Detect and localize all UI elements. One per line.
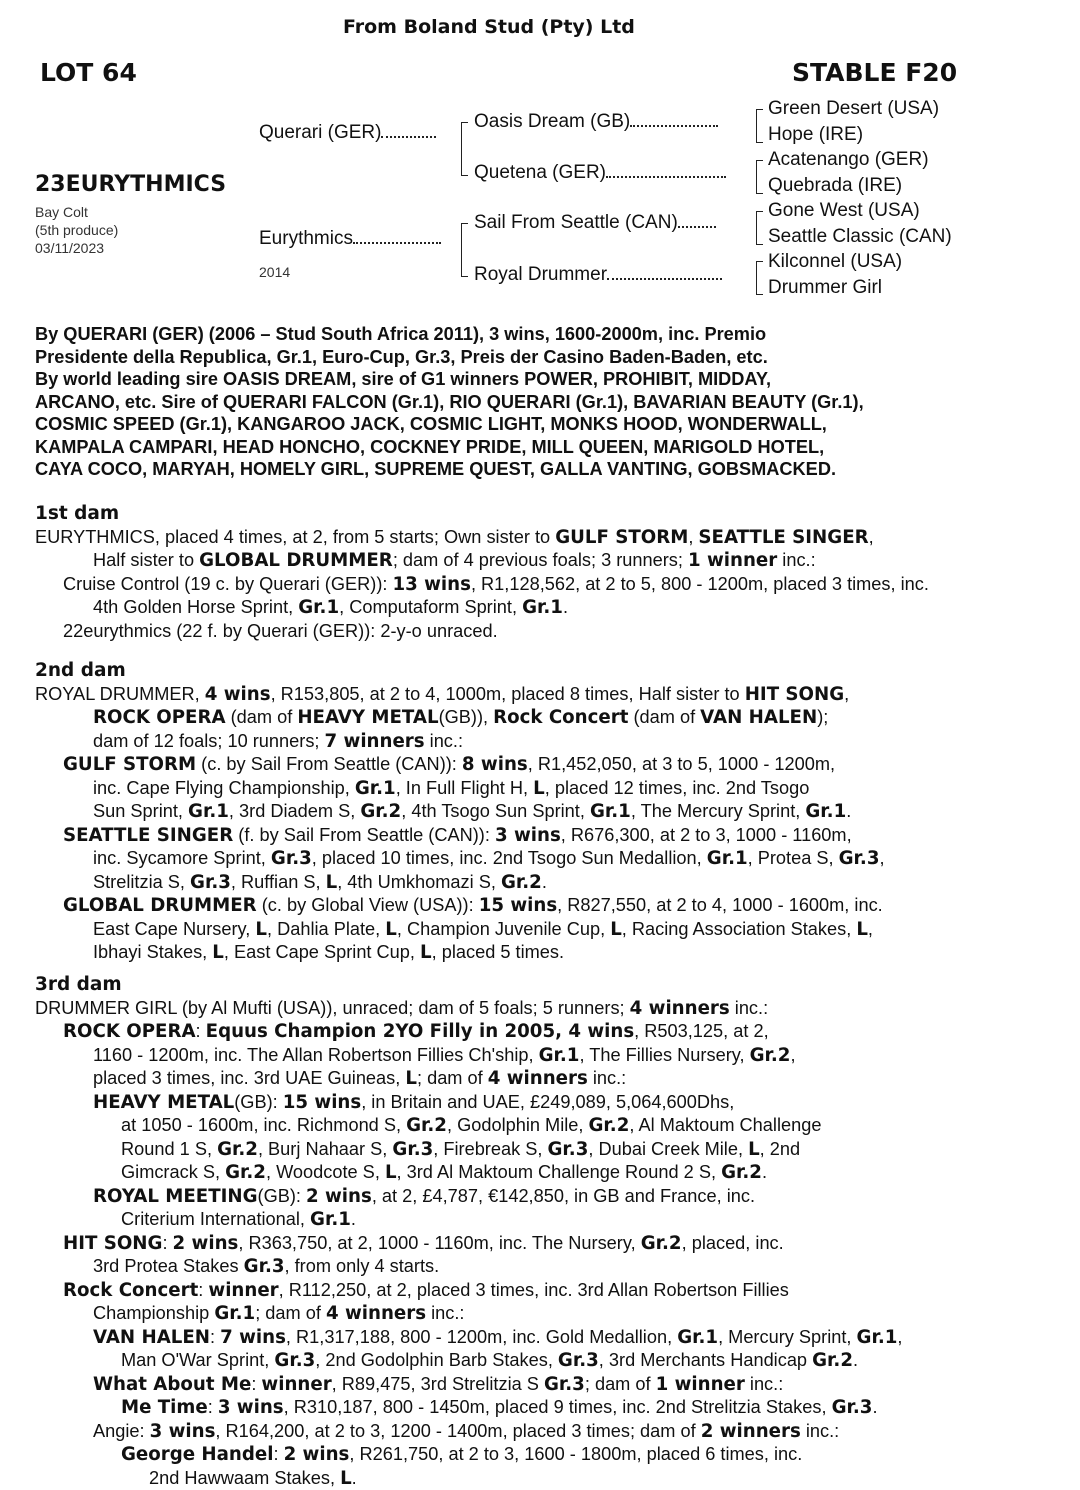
ped-dam-dam: Royal Drummer xyxy=(474,264,722,286)
bold-text: Gr.1 xyxy=(677,1327,718,1348)
horse-dob: 03/11/2023 xyxy=(35,240,104,256)
text: . xyxy=(762,1162,767,1182)
text: inc.: xyxy=(588,1068,626,1088)
text: inc. Sycamore Sprint, xyxy=(93,848,271,868)
text: , Ruffian S, xyxy=(231,872,326,892)
text: , R164,200, at 2 to 3, 1200 - 1400m, placed 3 times; dam of xyxy=(215,1421,700,1441)
text: , R676,300, at 2 to 3, 1000 - 1160m, xyxy=(561,825,852,845)
horse-produce: (5th produce) xyxy=(35,222,118,238)
bracket-ds xyxy=(756,211,763,245)
text: , R153,805, at 2 to 4, 1000m, placed 8 times, Half sister to xyxy=(271,684,745,704)
bold-text: Gr.1 xyxy=(522,597,563,618)
text: Strelitzia S, xyxy=(93,872,190,892)
text: , placed 5 times. xyxy=(432,942,564,962)
sire-description xyxy=(35,323,1065,481)
text: ; dam of xyxy=(417,1068,488,1088)
bold-text: 15 wins xyxy=(479,895,557,916)
bold-text: Gr.1 xyxy=(298,597,339,618)
text: , Computaform Sprint, xyxy=(339,597,522,617)
text: , xyxy=(869,527,874,547)
sire-line: CAYA COCO, MARYAH, HOMELY GIRL, SUPREME QUEST, GALLA VANTING, GOBSMACKED. xyxy=(35,458,1065,481)
consignor: From Boland Stud (Pty) Ltd xyxy=(343,16,635,38)
text: : xyxy=(273,1444,283,1464)
text: , 3rd Al Maktoum Challenge Round 2 S, xyxy=(397,1162,722,1182)
text: ); xyxy=(817,707,828,727)
pedigree-line xyxy=(35,1302,1075,1326)
pedigree-line xyxy=(35,847,1075,871)
pedigree-line xyxy=(35,683,1075,707)
bold-text: HIT SONG xyxy=(63,1233,162,1254)
bold-text: Gr.3 xyxy=(392,1139,433,1160)
third-dam-section xyxy=(35,974,1075,1490)
bold-text: 4 winners xyxy=(326,1303,426,1324)
text: ; dam of 4 previous foals; 3 runners; xyxy=(393,550,688,570)
text: East Cape Nursery, xyxy=(93,919,255,939)
pedigree-line xyxy=(35,1467,1075,1490)
text: . xyxy=(351,1209,356,1229)
text: inc.: xyxy=(730,998,768,1018)
bold-text: Gr.3 xyxy=(558,1350,599,1371)
text: , Godolphin Mile, xyxy=(447,1115,589,1135)
bold-text: Gr.3 xyxy=(544,1374,585,1395)
text: , R1,452,050, at 3 to 5, 1000 - 1200m, xyxy=(528,754,835,774)
text: . xyxy=(352,1468,357,1488)
bold-text: L xyxy=(385,919,397,940)
bold-text: Gr.1 xyxy=(805,801,846,822)
pedigree-line xyxy=(35,753,1075,777)
text: , R261,750, at 2 to 3, 1600 - 1800m, placed 6 times, inc. xyxy=(349,1444,802,1464)
bold-text: Gr.3 xyxy=(832,1397,873,1418)
text: (dam of xyxy=(628,707,700,727)
bracket-sd xyxy=(756,160,763,194)
text: inc.: xyxy=(426,1303,464,1323)
bracket-sire xyxy=(461,122,468,176)
bold-text: VAN HALEN xyxy=(93,1327,210,1348)
text: 4th Golden Horse Sprint, xyxy=(93,597,298,617)
bold-text: HEAVY METAL xyxy=(93,1092,234,1113)
text: , R112,250, at 2, placed 3 times, inc. 3rd Allan Robertson Fillies xyxy=(279,1280,789,1300)
bold-text: 8 wins xyxy=(462,754,528,775)
bold-text: L xyxy=(405,1068,417,1089)
bold-text: Gr.3 xyxy=(190,872,231,893)
text: , R1,317,188, 800 - 1200m, inc. Gold Medallion, xyxy=(286,1327,677,1347)
bold-text: ROCK OPERA xyxy=(63,1021,196,1042)
pedigree-line xyxy=(35,549,1075,573)
text: , placed, inc. xyxy=(682,1233,784,1253)
bold-text: HIT SONG xyxy=(745,684,844,705)
sire-line: ARCANO, etc. Sire of QUERARI FALCON (Gr.1), RIO QUERARI (Gr.1), BAVARIAN BEAUTY (Gr.1), xyxy=(35,391,1065,414)
text: , 4th Umkhomazi S, xyxy=(337,872,501,892)
text: , The Fillies Nursery, xyxy=(579,1045,749,1065)
bold-text: Gr.1 xyxy=(857,1327,898,1348)
ped-dam-year: 2014 xyxy=(259,264,290,280)
ped-sdd: Quebrada (IRE) xyxy=(768,175,902,197)
text: Man O'War Sprint, xyxy=(121,1350,274,1370)
text: ROYAL DRUMMER, xyxy=(35,684,205,704)
text: inc.: xyxy=(745,1374,783,1394)
text: . xyxy=(846,801,851,821)
text: , Protea S, xyxy=(748,848,839,868)
first-dam-section xyxy=(35,503,1075,642)
text: : xyxy=(210,1327,220,1347)
text: (c. by Global View (USA)): xyxy=(257,895,479,915)
bold-text: Gr.1 xyxy=(355,778,396,799)
text: , 4th Tsogo Sun Sprint, xyxy=(401,801,590,821)
bold-text: L xyxy=(856,919,868,940)
ped-dss: Gone West (USA) xyxy=(768,200,920,222)
lot-number: LOT 64 xyxy=(40,58,137,87)
pedigree-line xyxy=(35,871,1075,895)
bold-text: 1 winner xyxy=(688,550,777,571)
text: (GB): xyxy=(234,1092,283,1112)
text: , xyxy=(844,684,849,704)
ped-ddd: Drummer Girl xyxy=(768,277,882,299)
text: , placed 12 times, inc. 2nd Tsogo xyxy=(545,778,810,798)
text: , xyxy=(688,527,698,547)
pedigree-line xyxy=(35,777,1075,801)
text: 3rd Protea Stakes xyxy=(93,1256,244,1276)
bold-text: SEATTLE SINGER xyxy=(698,527,868,548)
text: 22eurythmics (22 f. by Querari (GER)): 2-y-o unraced. xyxy=(63,621,498,641)
stable-number: STABLE F20 xyxy=(792,58,957,87)
bold-text: VAN HALEN xyxy=(700,707,817,728)
pedigree-line xyxy=(35,706,1075,730)
bold-text: Gr.2 xyxy=(750,1045,791,1066)
ped-dsd: Seattle Classic (CAN) xyxy=(768,226,952,248)
pedigree-line xyxy=(35,941,1075,965)
sire-line: By world leading sire OASIS DREAM, sire of G1 winners POWER, PROHIBIT, MIDDAY, xyxy=(35,368,1065,391)
text: , 2nd xyxy=(760,1139,800,1159)
pedigree-line xyxy=(35,894,1075,918)
text: ; dam of xyxy=(255,1303,326,1323)
ped-dds: Kilconnel (USA) xyxy=(768,251,902,273)
text: Cruise Control (19 c. by Querari (GER)): xyxy=(63,574,392,594)
bold-text: Gr.1 xyxy=(707,848,748,869)
ped-sire-sire: Oasis Dream (GB) xyxy=(474,111,718,133)
pedigree-line xyxy=(35,1161,1075,1185)
text: inc.: xyxy=(777,550,815,570)
bold-text: Gr.2 xyxy=(225,1162,266,1183)
sire-line: COSMIC SPEED (Gr.1), KANGAROO JACK, COSMIC LIGHT, MONKS HOOD, WONDERWALL, xyxy=(35,413,1065,436)
bold-text: ROCK OPERA xyxy=(93,707,226,728)
bold-text: 7 wins xyxy=(220,1327,286,1348)
bold-text: Gr.3 xyxy=(547,1139,588,1160)
text: Half sister to xyxy=(93,550,199,570)
bold-text: Gr.2 xyxy=(217,1139,258,1160)
bracket-dd xyxy=(756,261,763,295)
text: , Champion Juvenile Cup, xyxy=(397,919,610,939)
second-dam-heading: 2nd dam xyxy=(35,660,1075,683)
ped-ssd: Hope (IRE) xyxy=(768,124,863,146)
text: DRUMMER GIRL (by Al Mufti (USA)), unraced; dam of 5 foals; 5 runners; xyxy=(35,998,630,1018)
pedigree-line xyxy=(35,1396,1075,1420)
pedigree-line xyxy=(35,526,1075,550)
text: (f. by Sail From Seattle (CAN)): xyxy=(233,825,495,845)
bold-text: Gr.2 xyxy=(641,1233,682,1254)
bold-text: Gr.1 xyxy=(590,801,631,822)
text: , Firebreak S, xyxy=(433,1139,547,1159)
bold-text: Gr.2 xyxy=(721,1162,762,1183)
bold-text: GLOBAL DRUMMER xyxy=(63,895,257,916)
text: (GB)), xyxy=(439,707,494,727)
horse-color-sex: Bay Colt xyxy=(35,204,88,220)
sire-line: By QUERARI (GER) (2006 – Stud South Africa 2011), 3 wins, 1600-2000m, inc. Premio xyxy=(35,323,1065,346)
text: Round 1 S, xyxy=(121,1139,217,1159)
text: , R310,187, 800 - 1450m, placed 9 times, inc. 2nd Strelitzia Stakes, xyxy=(284,1397,832,1417)
text: , at 2, £4,787, €142,850, in GB and France, inc. xyxy=(372,1186,755,1206)
pedigree-line xyxy=(35,1185,1075,1209)
text: , 3rd Diadem S, xyxy=(229,801,360,821)
bold-text: L xyxy=(610,919,622,940)
text: dam of 12 foals; 10 runners; xyxy=(93,731,325,751)
third-dam-heading: 3rd dam xyxy=(35,974,1075,997)
bold-text: 2 wins xyxy=(284,1444,350,1465)
text: , placed 10 times, inc. 2nd Tsogo Sun Medallion, xyxy=(312,848,707,868)
text: , xyxy=(868,919,873,939)
text: , Woodcote S, xyxy=(266,1162,385,1182)
text: , R827,550, at 2 to 4, 1000 - 1600m, inc. xyxy=(557,895,883,915)
pedigree-line xyxy=(35,1373,1075,1397)
pedigree-line xyxy=(35,1279,1075,1303)
bold-text: 2 winners xyxy=(701,1421,801,1442)
text: , in Britain and UAE, £249,089, 5,064,600Dhs, xyxy=(361,1092,734,1112)
text: Ibhayi Stakes, xyxy=(93,942,212,962)
pedigree-line xyxy=(35,1420,1075,1444)
text: 1160 - 1200m, inc. The Allan Robertson Fillies Ch'ship, xyxy=(93,1045,539,1065)
pedigree-line xyxy=(35,1067,1075,1091)
pedigree-line xyxy=(35,824,1075,848)
text: 2nd Hawwaam Stakes, xyxy=(149,1468,340,1488)
pedigree-line xyxy=(35,1349,1075,1373)
bold-text: George Handel xyxy=(121,1444,273,1465)
text: ; dam of xyxy=(585,1374,656,1394)
text: . xyxy=(542,872,547,892)
text: , from only 4 starts. xyxy=(285,1256,440,1276)
text: (GB): xyxy=(258,1186,307,1206)
bold-text: Gr.1 xyxy=(188,801,229,822)
pedigree-line xyxy=(35,1232,1075,1256)
text: Gimcrack S, xyxy=(121,1162,225,1182)
text: placed 3 times, inc. 3rd UAE Guineas, xyxy=(93,1068,405,1088)
bold-text: Gr.2 xyxy=(812,1350,853,1371)
ped-dam-sire: Sail From Seattle (CAN) xyxy=(474,212,716,234)
text: , R363,750, at 2, 1000 - 1160m, inc. The Nursery, xyxy=(238,1233,640,1253)
bold-text: 1 winner xyxy=(656,1374,745,1395)
text: , 3rd Merchants Handicap xyxy=(599,1350,812,1370)
bold-text: 4 winners xyxy=(488,1068,588,1089)
pedigree-line xyxy=(35,1208,1075,1232)
bold-text: 7 winners xyxy=(325,731,425,752)
text: . xyxy=(872,1397,877,1417)
bold-text: L xyxy=(533,778,545,799)
text: Criterium International, xyxy=(121,1209,310,1229)
bold-text: 2 wins xyxy=(173,1233,239,1254)
bold-text: L xyxy=(255,919,267,940)
text: , R89,475, 3rd Strelitzia S xyxy=(332,1374,544,1394)
text: EURYTHMICS, placed 4 times, at 2, from 5 starts; Own sister to xyxy=(35,527,555,547)
pedigree-line xyxy=(35,800,1075,824)
bold-text: 2 wins xyxy=(306,1186,372,1207)
bold-text: Equus Champion 2YO Filly in 2005, 4 wins xyxy=(206,1021,635,1042)
text: , Al Maktoum Challenge xyxy=(629,1115,821,1135)
pedigree-line xyxy=(35,730,1075,754)
text: , The Mercury Sprint, xyxy=(631,801,806,821)
pedigree-line xyxy=(35,573,1075,597)
pedigree-line xyxy=(35,1443,1075,1467)
text: , R503,125, at 2, xyxy=(634,1021,768,1041)
pedigree-line xyxy=(35,1255,1075,1279)
bold-text: L xyxy=(340,1468,352,1489)
bold-text: Rock Concert xyxy=(63,1280,198,1301)
bold-text: L xyxy=(385,1162,397,1183)
text: : xyxy=(208,1397,218,1417)
bold-text: winner xyxy=(208,1280,278,1301)
bold-text: Gr.2 xyxy=(501,872,542,893)
bold-text: L xyxy=(212,942,224,963)
bold-text: ROYAL MEETING xyxy=(93,1186,258,1207)
pedigree-line xyxy=(35,1114,1075,1138)
text: , R1,128,562, at 2 to 5, 800 - 1200m, placed 3 times, inc. xyxy=(471,574,929,594)
sire-line: KAMPALA CAMPARI, HEAD HONCHO, COCKNEY PRIDE, MILL QUEEN, MARIGOLD HOTEL, xyxy=(35,436,1065,459)
bold-text: Gr.1 xyxy=(539,1045,580,1066)
text: (dam of xyxy=(226,707,298,727)
pedigree-line xyxy=(35,1091,1075,1115)
text: , 2nd Godolphin Barb Stakes, xyxy=(315,1350,558,1370)
bold-text: Gr.2 xyxy=(360,801,401,822)
pedigree-line xyxy=(35,1020,1075,1044)
bold-text: 3 wins xyxy=(495,825,561,846)
text: Angie: xyxy=(93,1421,150,1441)
bold-text: Gr.2 xyxy=(406,1115,447,1136)
bold-text: Gr.3 xyxy=(271,848,312,869)
text: , Dubai Creek Mile, xyxy=(588,1139,748,1159)
text: , xyxy=(880,848,885,868)
first-dam-heading: 1st dam xyxy=(35,503,1075,526)
pedigree-line xyxy=(35,997,1075,1021)
text: : xyxy=(198,1280,208,1300)
bold-text: L xyxy=(748,1139,760,1160)
bold-text: Me Time xyxy=(121,1397,208,1418)
text: , In Full Flight H, xyxy=(396,778,533,798)
text: , Dahlia Plate, xyxy=(267,919,385,939)
text: Sun Sprint, xyxy=(93,801,188,821)
bold-text: L xyxy=(420,942,432,963)
text: : xyxy=(196,1021,206,1041)
bold-text: HEAVY METAL xyxy=(297,707,438,728)
pedigree-line xyxy=(35,1326,1075,1350)
text: (c. by Sail From Seattle (CAN)): xyxy=(196,754,462,774)
bold-text: Gr.3 xyxy=(244,1256,285,1277)
bold-text: winner xyxy=(261,1374,331,1395)
pedigree-line xyxy=(35,1138,1075,1162)
pedigree-line xyxy=(35,918,1075,942)
pedigree-line xyxy=(35,596,1075,620)
bold-text: Gr.2 xyxy=(589,1115,630,1136)
bold-text: Gr.1 xyxy=(310,1209,351,1230)
bold-text: Gr.1 xyxy=(214,1303,255,1324)
bold-text: Gr.3 xyxy=(274,1350,315,1371)
bold-text: GULF STORM xyxy=(555,527,688,548)
ped-sss: Green Desert (USA) xyxy=(768,98,939,120)
bold-text: What About Me xyxy=(93,1374,251,1395)
sire-line: Presidente della Republica, Gr.1, Euro-Cup, Gr.3, Preis der Casino Baden-Baden, etc. xyxy=(35,346,1065,369)
text: . xyxy=(563,597,568,617)
bold-text: 13 wins xyxy=(392,574,470,595)
text: . xyxy=(853,1350,858,1370)
bold-text: 3 wins xyxy=(218,1397,284,1418)
ped-sds: Acatenango (GER) xyxy=(768,149,929,171)
horse-name: 23EURYTHMICS xyxy=(35,172,226,197)
text: , Mercury Sprint, xyxy=(718,1327,856,1347)
bold-text: 3 wins xyxy=(150,1421,216,1442)
ped-sire: Querari (GER) xyxy=(259,122,436,144)
text: Championship xyxy=(93,1303,214,1323)
text: , East Cape Sprint Cup, xyxy=(224,942,420,962)
bold-text: 4 wins xyxy=(205,684,271,705)
bold-text: L xyxy=(326,872,338,893)
bold-text: Gr.3 xyxy=(839,848,880,869)
bold-text: GULF STORM xyxy=(63,754,196,775)
bracket-dam xyxy=(461,223,468,277)
ped-dam: Eurythmics xyxy=(259,228,441,250)
text: inc.: xyxy=(425,731,463,751)
text: inc. Cape Flying Championship, xyxy=(93,778,355,798)
text: : xyxy=(251,1374,261,1394)
text: , Racing Association Stakes, xyxy=(622,919,857,939)
text: , xyxy=(790,1045,795,1065)
bold-text: SEATTLE SINGER xyxy=(63,825,233,846)
text: inc.: xyxy=(801,1421,839,1441)
text: at 1050 - 1600m, inc. Richmond S, xyxy=(121,1115,406,1135)
ped-sire-dam: Quetena (GER) xyxy=(474,162,726,184)
bracket-ss xyxy=(756,109,763,143)
bold-text: 15 wins xyxy=(283,1092,361,1113)
text: , xyxy=(897,1327,902,1347)
text: , Burj Nahaar S, xyxy=(258,1139,392,1159)
bold-text: GLOBAL DRUMMER xyxy=(199,550,393,571)
text: : xyxy=(162,1233,172,1253)
bold-text: 4 winners xyxy=(630,998,730,1019)
second-dam-section xyxy=(35,660,1075,965)
pedigree-line xyxy=(35,620,1075,643)
pedigree-line xyxy=(35,1044,1075,1068)
bold-text: Rock Concert xyxy=(493,707,628,728)
